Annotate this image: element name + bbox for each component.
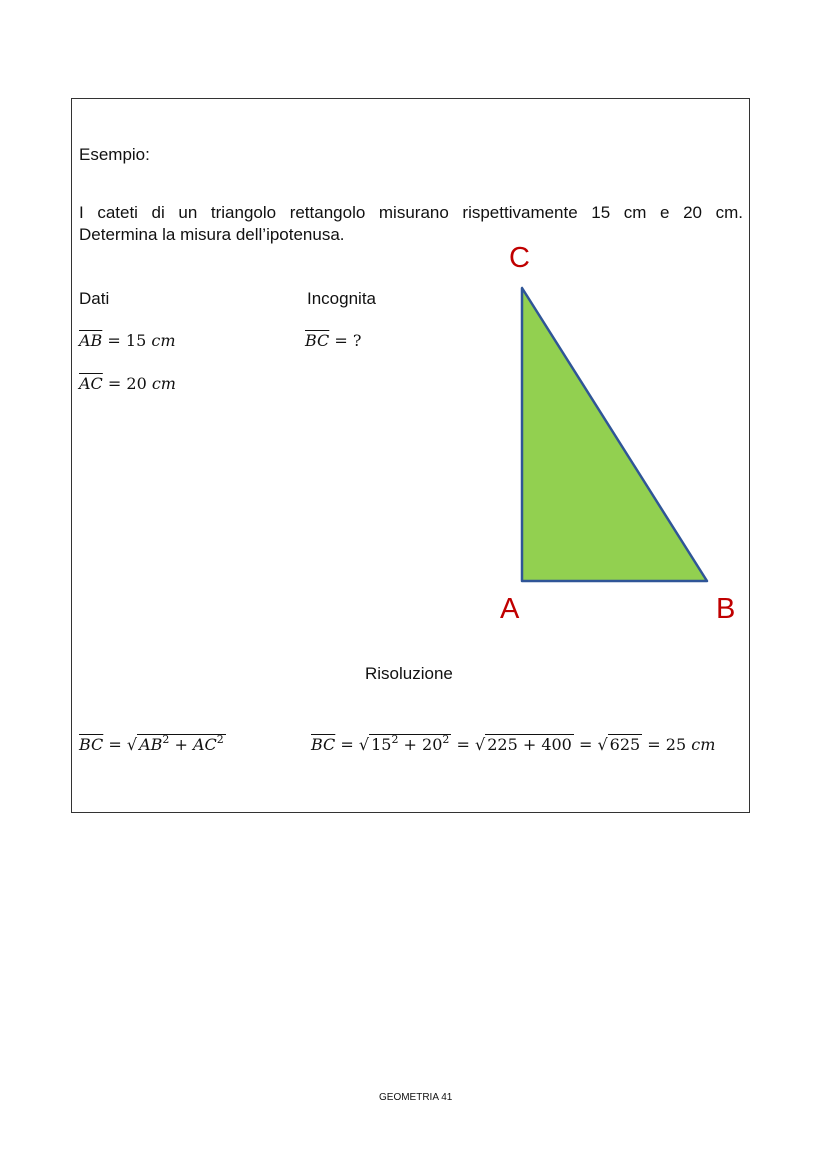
sqrt-icon: √: [475, 735, 486, 754]
radicand-1: [369, 734, 451, 754]
r1-plus: +: [403, 735, 417, 754]
problem-line-1: I cateti di un triangolo rettangolo misurano rispettivamente 15 cm e 20 cm.: [79, 203, 743, 222]
example-label: Esempio:: [79, 145, 150, 164]
page-footer: GEOMETRIA 41: [379, 1092, 453, 1103]
r1-exp-a: 2: [391, 733, 399, 746]
sqrt-icon: √: [597, 735, 608, 754]
r1-exp-b: 2: [442, 733, 450, 746]
unknown-value: = ?: [334, 331, 362, 350]
formula-plus: +: [174, 735, 188, 754]
given-ac-value: = 20: [107, 374, 147, 393]
computation: [311, 733, 715, 754]
computation-unit: cm: [691, 735, 716, 754]
given-ab-unit: cm: [151, 331, 176, 350]
formula-exp-2: 2: [216, 733, 224, 746]
formula-term-ac: $\overline{AC}$: [193, 735, 217, 754]
computation-lhs: $\overline{BC}$: [311, 735, 336, 754]
segment-ab: $\overline{AB}$: [79, 331, 103, 350]
radicand-3: 625: [609, 735, 641, 754]
formula-term-ab: AB: [139, 735, 163, 754]
computation-eq-1: =: [340, 735, 354, 754]
segment-bc: $\overline{BC}$: [305, 331, 330, 350]
unknown-heading: Incognita: [307, 289, 376, 308]
r1-term-a: 15: [371, 735, 392, 754]
formula-radicand: [137, 734, 226, 754]
triangle-shape: [522, 288, 707, 581]
sqrt-icon: √: [358, 735, 370, 754]
computation-eq-2: =: [456, 735, 470, 754]
pythagoras-formula: [79, 733, 226, 754]
problem-line-2: Determina la misura dell’ipotenusa.: [79, 225, 345, 244]
vertex-b-label: B: [716, 593, 736, 625]
vertex-c-label: C: [509, 242, 530, 274]
data-heading: Dati: [79, 289, 110, 308]
formula-eq: =: [108, 735, 122, 754]
formula-lhs: $\overline{BC}$: [79, 735, 104, 754]
sqrt-icon: √: [126, 735, 138, 754]
radicand-2: 225 + 400: [487, 735, 572, 754]
given-ac-unit: cm: [151, 374, 176, 393]
solution-heading: Risoluzione: [365, 664, 453, 683]
computation-eq-3: =: [578, 735, 593, 754]
computation-result: = 25: [647, 735, 687, 754]
vertex-a-label: A: [500, 593, 520, 625]
formula-exp-1: 2: [162, 733, 170, 746]
given-ab-value: = 15: [107, 331, 147, 350]
segment-ac: $\overline{AC}$: [79, 374, 103, 393]
r1-term-b: 20: [422, 735, 443, 754]
